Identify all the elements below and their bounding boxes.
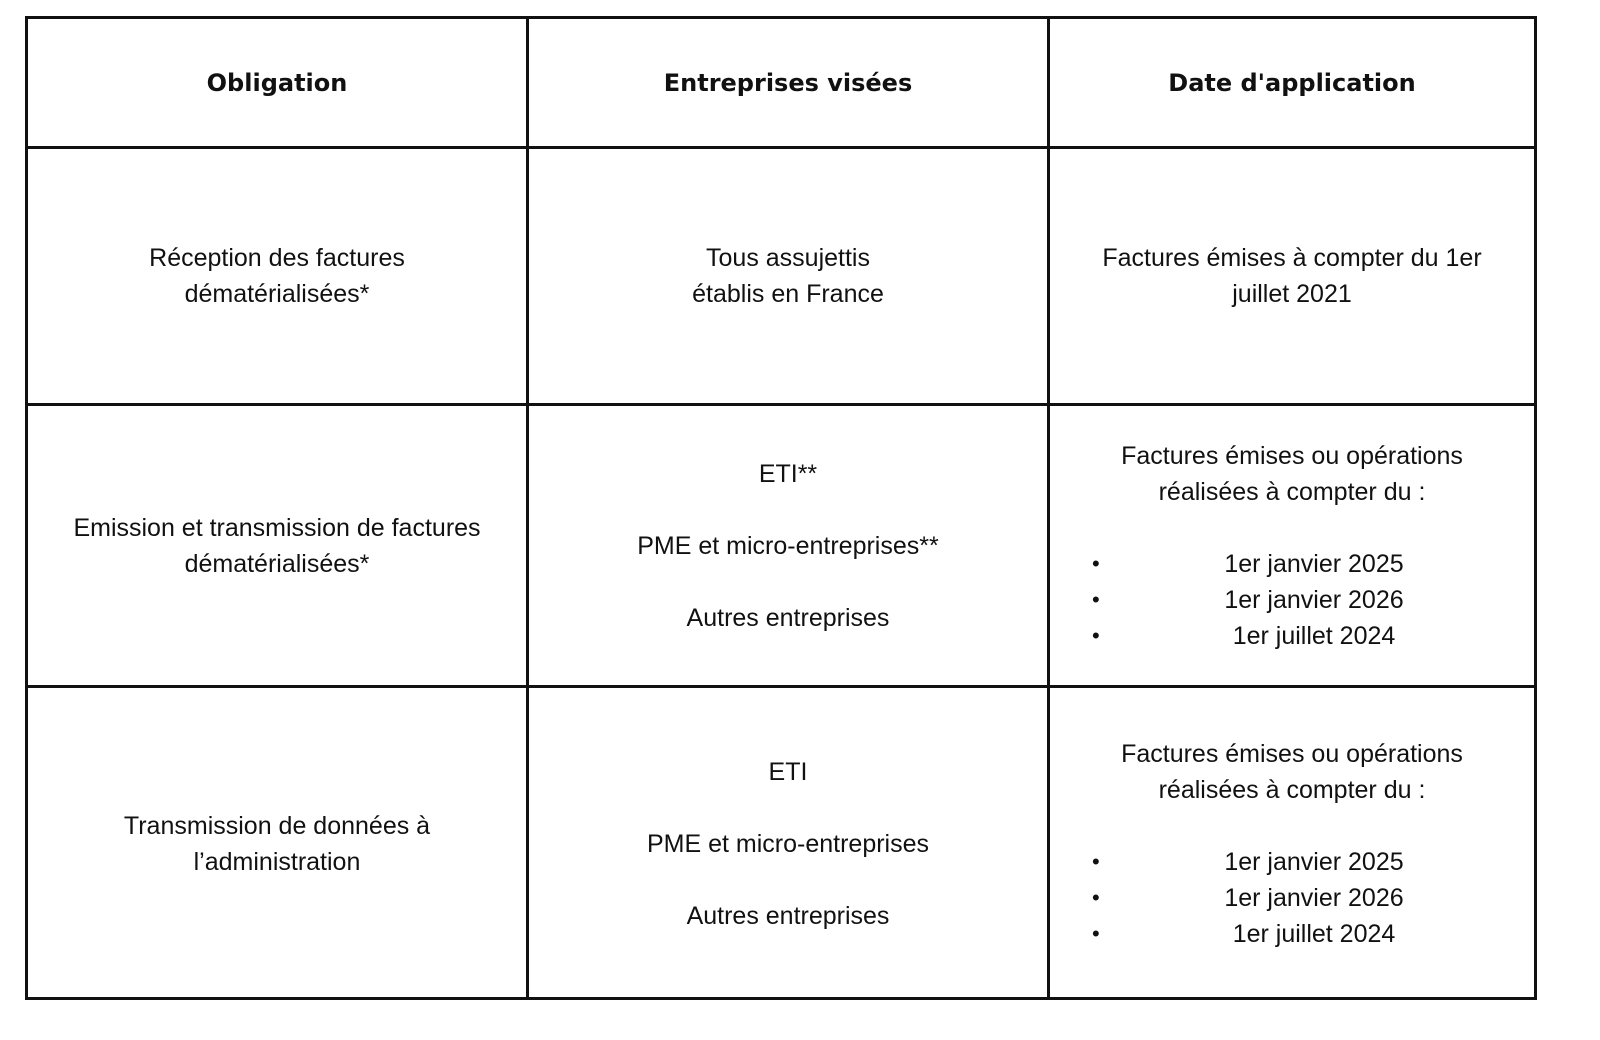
table-row	[28, 406, 1534, 688]
list-item	[1070, 546, 1514, 582]
list-item	[1070, 582, 1514, 618]
entreprise-pme: PME et micro-entreprises	[646, 830, 930, 858]
date-list	[1070, 844, 1514, 952]
date-value: 1er janvier 2025	[1224, 549, 1404, 578]
date-line: réalisées à compter du :	[1158, 477, 1426, 506]
date-value: 1er janvier 2026	[1224, 884, 1404, 912]
cell-entreprises	[529, 149, 1050, 403]
date-value: 1er juillet 2024	[1232, 621, 1396, 650]
entreprise-eti: ETI**	[758, 459, 818, 488]
date-lead	[1121, 438, 1463, 510]
entreprise-autres: Autres entreprises	[686, 603, 890, 632]
entreprises-line: établis en France	[692, 280, 884, 308]
list-item	[1070, 916, 1514, 952]
list-item	[1070, 880, 1514, 916]
obligation-line: Transmission de données à	[123, 812, 431, 840]
bullet-icon: •	[1092, 921, 1100, 946]
date-lead	[1121, 736, 1463, 808]
date-value: 1er janvier 2025	[1224, 848, 1404, 876]
bullet-icon: •	[1092, 550, 1100, 576]
entreprise-pme: PME et micro-entreprises**	[637, 531, 939, 560]
header-date: Date d'application	[1168, 68, 1416, 97]
bullet-icon: •	[1092, 586, 1100, 612]
date-line: juillet 2021	[1232, 280, 1352, 308]
obligation-line: l’administration	[193, 848, 361, 876]
cell-obligation	[28, 149, 529, 403]
table-row	[28, 149, 1534, 406]
cell-entreprises	[529, 688, 1050, 1000]
entreprise-autres: Autres entreprises	[686, 902, 890, 930]
obligations-table	[25, 16, 1537, 1000]
date-value: 1er janvier 2026	[1224, 585, 1404, 614]
cell-obligation	[28, 688, 529, 1000]
obligation-line: dématérialisées*	[184, 549, 370, 578]
date-value: 1er juillet 2024	[1232, 920, 1396, 948]
cell-entreprises	[529, 406, 1050, 685]
cell-date	[1050, 406, 1534, 685]
obligation-line: Emission et transmission de factures	[73, 513, 481, 542]
entreprises-line: Tous assujettis	[706, 244, 870, 272]
table-header-row	[28, 19, 1534, 149]
obligation-line: Réception des factures	[149, 244, 405, 272]
cell-obligation	[28, 406, 529, 685]
list-item	[1070, 844, 1514, 880]
date-line: réalisées à compter du :	[1158, 776, 1426, 804]
date-line: Factures émises ou opérations	[1121, 441, 1463, 470]
date-line: Factures émises ou opérations	[1121, 740, 1463, 768]
bullet-icon: •	[1092, 885, 1100, 910]
date-line: Factures émises à compter du 1er	[1102, 244, 1482, 272]
cell-date	[1050, 149, 1534, 403]
cell-date	[1050, 688, 1534, 1000]
list-item	[1070, 618, 1514, 654]
obligation-line: dématérialisées*	[184, 280, 370, 308]
header-entreprises: Entreprises visées	[529, 19, 1050, 146]
bullet-icon: •	[1092, 622, 1100, 648]
entreprise-eti: ETI	[768, 758, 808, 786]
header-obligation: Obligation	[28, 19, 529, 146]
bullet-icon: •	[1092, 849, 1100, 874]
date-list	[1070, 546, 1514, 654]
table-row	[28, 688, 1534, 1000]
